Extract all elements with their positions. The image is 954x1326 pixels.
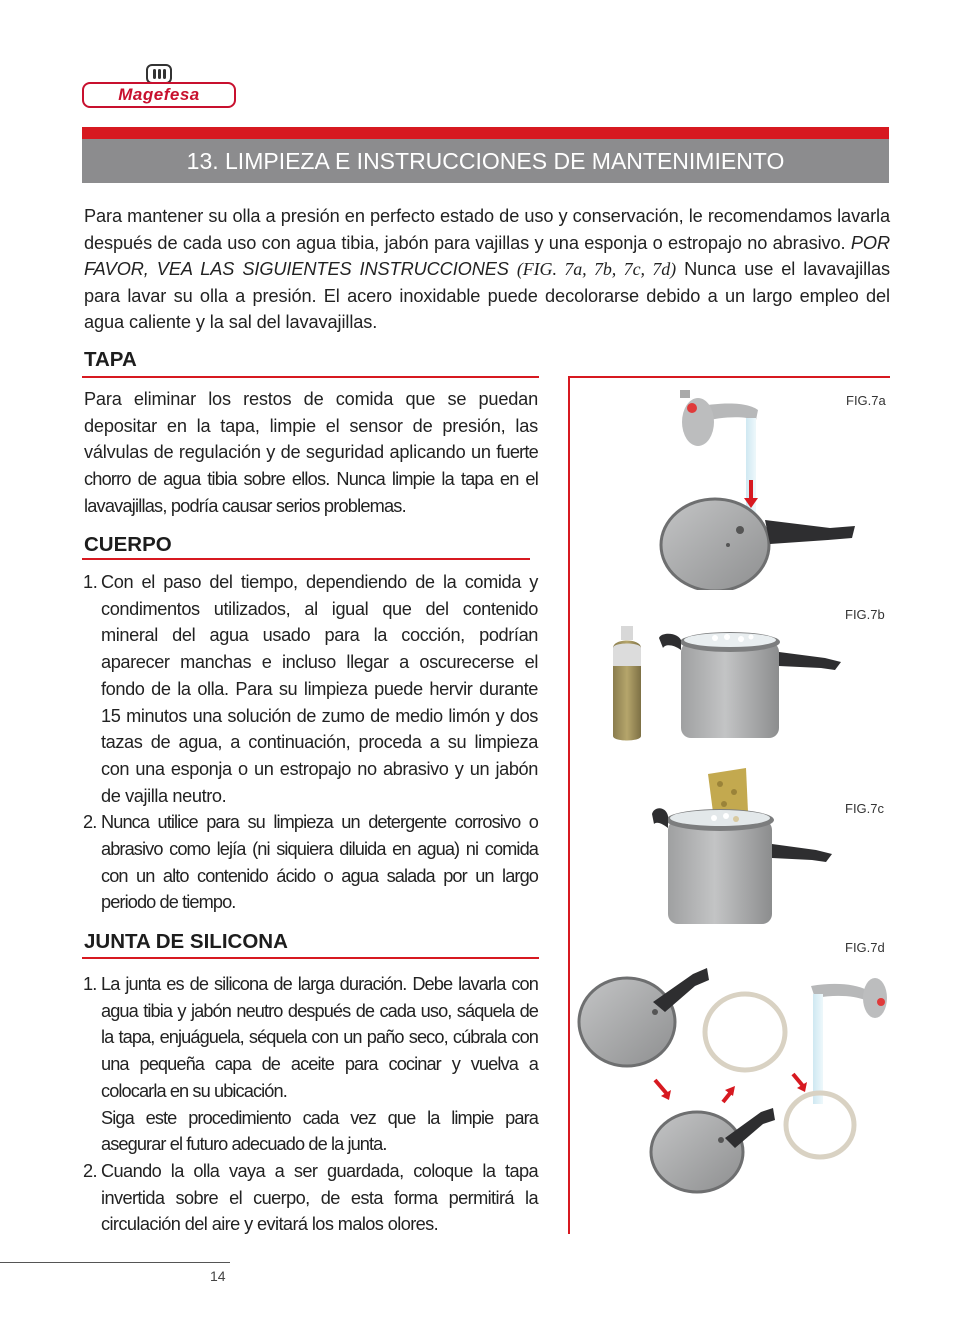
silicone-gasket-icon [705,994,785,1070]
list-extra-text: Siga este procedimiento cada vez que la limpie para asegurar el futuro adecuado de la junta. [101,1107,538,1155]
junta-rule [82,957,539,959]
fig7d-label: FIG.7d [845,940,885,955]
fig7d-illustration [575,962,895,1197]
fig7b-label: FIG.7b [845,607,885,622]
tapa-text-a: Para eliminar los restos de comida que se puedan depositar en la tapa, limpie el sensor de presión, las válvulas de regulación y de seguridad aplicando un [84,389,538,463]
fig7c-label: FIG.7c [845,801,885,816]
tapa-heading: TAPA [84,348,137,371]
tapa-text-b: fuerte chorro de agua tibia sobre ellos. Nunca limpie la tapa en el lavavajillas, podría causar serios problemas. [84,442,538,516]
logo-mark-icon [146,64,172,84]
lid-icon [579,968,709,1066]
cuerpo-heading: CUERPO [84,533,172,556]
list-number: 2. [83,1160,97,1181]
detergent-bottle-icon [613,626,641,741]
page-number: 14 [210,1268,226,1284]
fig7a-illustration [620,380,870,590]
section-accent-line [82,127,889,139]
list-number: 2. [83,812,97,833]
figure-panel-top-border [568,376,890,378]
lid-icon [661,499,855,590]
junta-list [84,971,538,1238]
list-text: La junta es de silicona de larga duración. Debe lavarla con agua tibia y jabón neutro después de cada uso, sáquela de la tapa, enjuáguela, séquela con un paño seco, cúbrala con una pequeña capa de aceite para cocinar y vuelva a colocarla en su ubicación. [101,974,538,1101]
fig7c-illustration [648,766,838,936]
list-text: Cuando la olla vaya a ser guardada, coloque la tapa invertida sobre el cuerpo, de esta forma permitirá la circulación del aire y evitará los malos olores. [101,1160,538,1235]
cuerpo-rule [82,558,530,560]
tapa-rule [82,376,539,378]
junta-heading: JUNTA DE SILICONA [84,930,288,953]
list-item [84,1158,538,1238]
list-text: Con el paso del tiempo, dependiendo de la comida y condimentos utilizados, al igual que del contenido mineral del agua usado para la cocción, podrían aparecer manchas e incluso llegar a oscurecerse el fondo de la olla. Para su limpieza puede hervir durante 15 minutos una solución de zumo de medio limón y dos tazas de agua, a continuación, proceda a su limpieza con una esponja o un estropajo no abrasivo y un jabón de vajilla neutro. [101,572,538,806]
brand-logo [82,64,238,108]
lid-icon [651,1108,775,1192]
list-item [84,971,538,1158]
figure-panel-left-border [568,376,570,1234]
intro-figure-ref: (FIG. 7a, 7b, 7c, 7d) [516,259,677,280]
pot-icon [659,632,841,738]
list-number: 1. [83,974,97,994]
fig7b-illustration [605,618,845,748]
water-stream [813,994,823,1104]
intro-text-1: Para mantener su olla a presión en perfecto estado de uso y conservación, le recomendamos lavarla después de cada uso con agua tibia, jabón para vajillas y una esponja o estropajo no abrasivo. [84,206,890,253]
cuerpo-list [84,569,538,916]
intro-text-2: Nunca use el lavavajillas para lavar su olla a presión. El acero inoxidable puede decolorarse debido a un largo empleo del agua caliente y la sal del lavavajillas. [84,259,891,333]
list-item [84,809,538,916]
footer-rule [0,1262,230,1263]
intro-paragraph [84,203,890,336]
intro-instructions: POR FAVOR, VEA LAS SIGUIENTES INSTRUCCIONES [84,232,891,280]
red-arrow-icon [655,1074,807,1102]
section-title: 13. LIMPIEZA E INSTRUCCIONES DE MANTENIMIENTO [186,148,785,174]
pot-icon [652,808,832,924]
list-item [84,569,538,809]
fig7a-label: FIG.7a [846,393,886,408]
logo-text: Magefesa [118,85,200,104]
list-number: 1. [83,572,98,592]
logo-badge [82,82,236,108]
list-text: Nunca utilice para su limpieza un detergente corrosivo o abrasivo como lejía (ni siquiera diluida en agua) ni comida con un alto contenido ácido o agua salada por un largo periodo de tiempo. [101,812,538,913]
tapa-paragraph [84,386,538,520]
